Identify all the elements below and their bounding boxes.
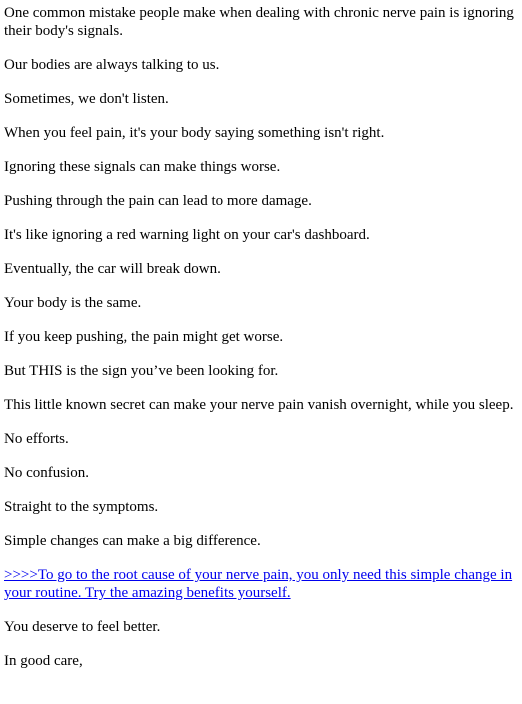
paragraph: Your body is the same. — [4, 295, 142, 311]
paragraph: Eventually, the car will break down. — [4, 261, 221, 277]
paragraph: No efforts. — [4, 431, 69, 447]
paragraph: Straight to the symptoms. — [4, 499, 159, 515]
paragraph-intro: One common mistake people make when dealing with chronic nerve pain is ignoring their body's signals. — [4, 5, 514, 39]
paragraph: Sometimes, we don't listen. — [4, 91, 169, 107]
paragraph: Pushing through the pain can lead to more damage. — [4, 193, 312, 209]
closing-paragraph: You deserve to feel better. — [4, 619, 161, 635]
paragraph: Our bodies are always talking to us. — [4, 57, 220, 73]
cta-link[interactable]: >>>>To go to the root cause of your nerve pain, you only need this simple change in your routine. Try the amazing benefits yourself. — [4, 567, 513, 601]
paragraph: Ignoring these signals can make things worse. — [4, 159, 281, 175]
sign-off: In good care, — [4, 653, 83, 669]
paragraph: It's like ignoring a red warning light on your car's dashboard. — [4, 227, 370, 243]
paragraph: But THIS is the sign you’ve been looking for. — [4, 363, 279, 379]
paragraph: No confusion. — [4, 465, 89, 481]
paragraph: When you feel pain, it's your body saying something isn't right. — [4, 125, 385, 141]
cta-paragraph — [4, 566, 518, 602]
paragraph: If you keep pushing, the pain might get worse. — [4, 329, 284, 345]
paragraph: This little known secret can make your nerve pain vanish overnight, while you sleep. — [4, 397, 514, 413]
paragraph: Simple changes can make a big difference. — [4, 533, 261, 549]
